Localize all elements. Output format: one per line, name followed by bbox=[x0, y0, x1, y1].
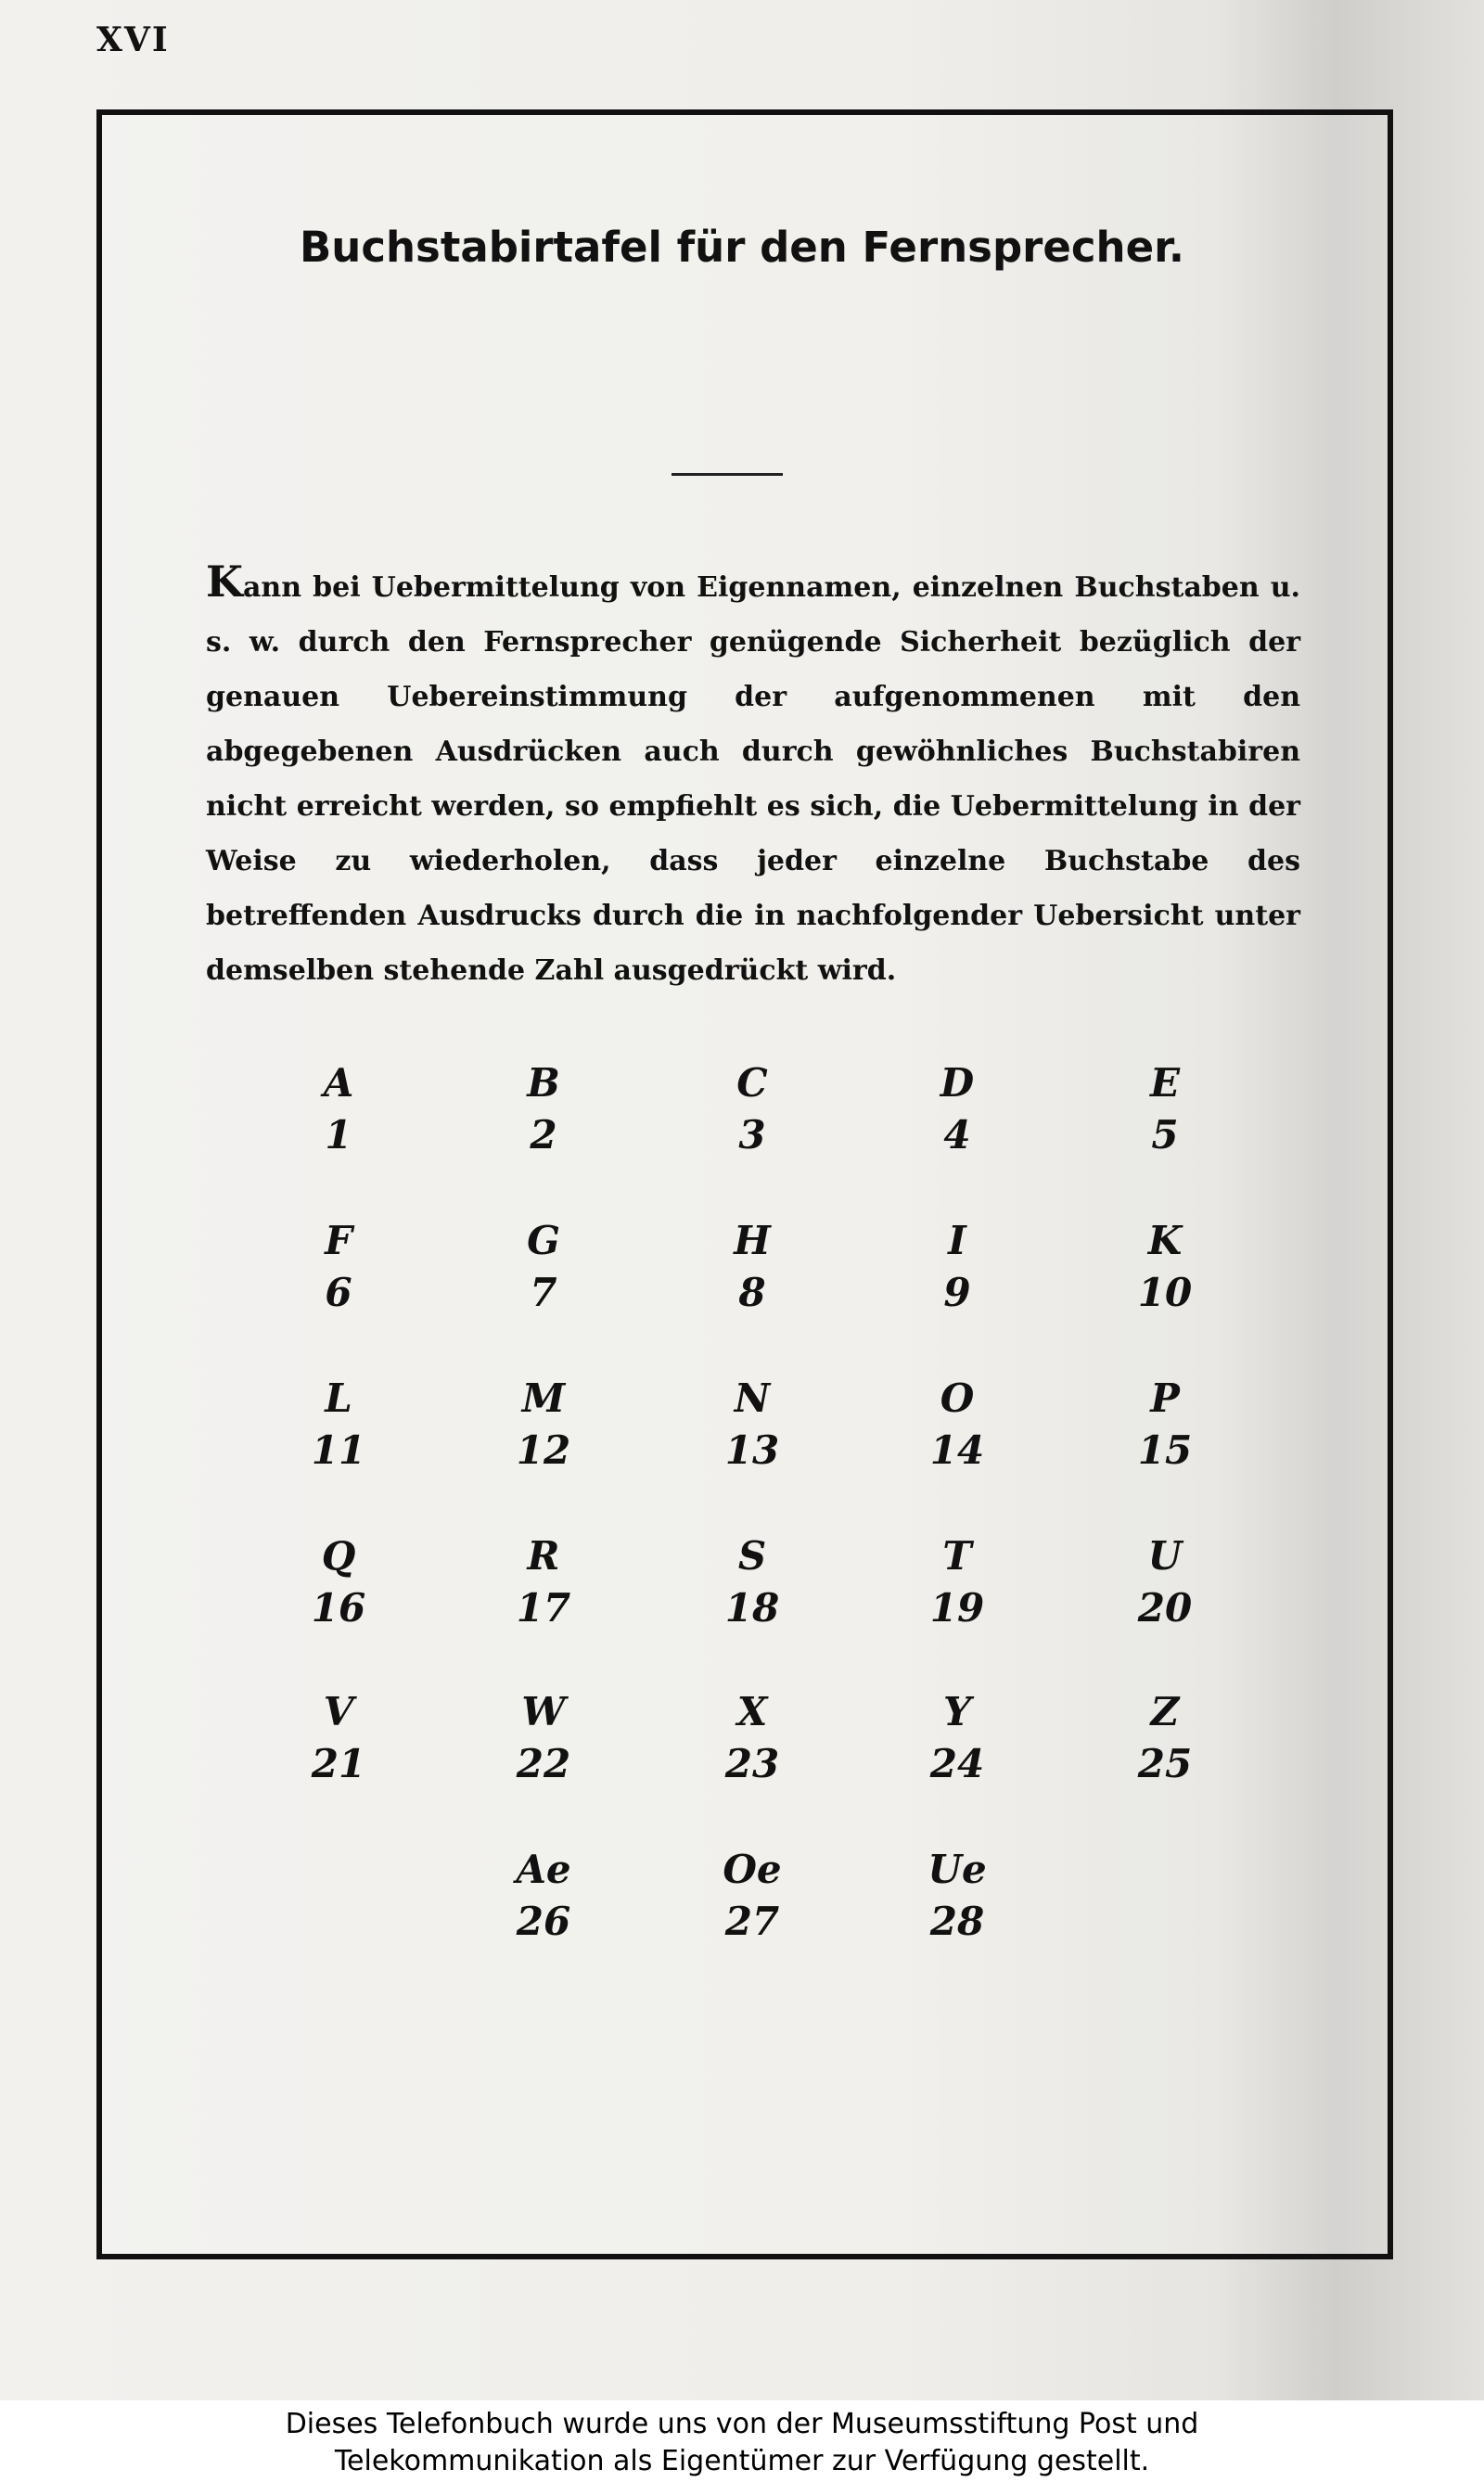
cell-number: 11 bbox=[311, 1427, 366, 1473]
cell-letter: I bbox=[948, 1218, 966, 1263]
cell-number: 28 bbox=[929, 1899, 985, 1944]
cell-letter: F bbox=[325, 1218, 352, 1263]
cell-letter: Y bbox=[943, 1689, 971, 1734]
cell-letter: V bbox=[323, 1689, 354, 1734]
cell-number: 7 bbox=[530, 1270, 557, 1315]
table-cell bbox=[687, 1373, 817, 1477]
cell-number: 23 bbox=[724, 1741, 780, 1786]
cell-number: 15 bbox=[1137, 1427, 1193, 1473]
cell-number: 10 bbox=[1137, 1270, 1193, 1315]
table-cell bbox=[1100, 1686, 1230, 1790]
table-cell bbox=[892, 1215, 1022, 1319]
cell-letter: K bbox=[1147, 1218, 1183, 1263]
cell-letter: C bbox=[736, 1060, 768, 1106]
table-cell bbox=[274, 1215, 403, 1319]
table-cell bbox=[274, 1530, 403, 1634]
table-cell bbox=[1100, 1530, 1230, 1634]
cell-number: 20 bbox=[1137, 1585, 1193, 1631]
cell-number: 19 bbox=[929, 1585, 985, 1631]
cell-number: 25 bbox=[1137, 1741, 1193, 1786]
cell-number: 17 bbox=[516, 1585, 571, 1631]
cell-letter: Ae bbox=[516, 1847, 571, 1892]
table-cell bbox=[479, 1057, 608, 1161]
table-cell bbox=[892, 1844, 1022, 1948]
table-cell bbox=[892, 1373, 1022, 1477]
table-cell bbox=[892, 1530, 1022, 1634]
intro-paragraph: Kann bei Uebermittelung von Eigennamen, einzelnen Buchstaben u. s. w. durch den Fernsprecher genügende Sicherheit bezüglich der genauen Uebereinstimmung der aufgenommenen mit den abgegebenen Ausdrücken auch durch gewöhnliches Buchstabiren nicht erreicht werden, so empfiehlt es sich, die Uebermittelung in der Weise zu wiederholen, dass jeder einzelne Buchstabe des betreffenden Ausdrucks durch die in nachfolgender Uebersicht unter demselben stehende Zahl ausgedrückt wird. bbox=[206, 557, 1300, 987]
footer-line-2: Telekommunikation als Eigentümer zur Verfügung gestellt. bbox=[334, 2445, 1150, 2477]
cell-letter: Ue bbox=[928, 1847, 987, 1892]
cell-number: 12 bbox=[516, 1427, 571, 1473]
cell-number: 1 bbox=[325, 1112, 352, 1158]
table-cell bbox=[1100, 1373, 1230, 1477]
table-cell bbox=[479, 1215, 608, 1319]
cell-letter: S bbox=[737, 1533, 767, 1579]
cell-letter: G bbox=[527, 1218, 560, 1263]
cell-letter: T bbox=[942, 1533, 972, 1579]
cell-letter: E bbox=[1149, 1060, 1180, 1106]
footer-line-1: Dieses Telefonbuch wurde uns von der Museumsstiftung Post und bbox=[285, 2408, 1199, 2440]
footer-note bbox=[0, 2400, 1484, 2482]
page-number: XVI bbox=[96, 20, 170, 59]
cell-number: 26 bbox=[516, 1899, 571, 1944]
table-cell bbox=[479, 1844, 608, 1948]
table-cell bbox=[479, 1373, 608, 1477]
table-cell bbox=[274, 1057, 403, 1161]
cell-number: 2 bbox=[530, 1112, 557, 1158]
cell-letter: N bbox=[734, 1375, 771, 1421]
cell-letter: O bbox=[940, 1375, 975, 1421]
table-cell bbox=[274, 1373, 403, 1477]
cell-letter: B bbox=[527, 1060, 560, 1106]
cell-letter: Z bbox=[1150, 1689, 1180, 1734]
cell-letter: R bbox=[527, 1533, 560, 1579]
table-cell bbox=[479, 1530, 608, 1634]
cell-letter: L bbox=[325, 1375, 352, 1421]
table-cell bbox=[687, 1686, 817, 1790]
table-cell bbox=[1100, 1215, 1230, 1319]
table-cell bbox=[479, 1686, 608, 1790]
cell-number: 14 bbox=[929, 1427, 985, 1473]
cell-number: 6 bbox=[325, 1270, 352, 1315]
cell-number: 18 bbox=[724, 1585, 780, 1631]
cell-letter: A bbox=[323, 1060, 354, 1106]
cell-number: 8 bbox=[738, 1270, 766, 1315]
cell-letter: W bbox=[521, 1689, 566, 1734]
table-cell bbox=[1100, 1057, 1230, 1161]
table-cell bbox=[892, 1686, 1022, 1790]
cell-letter: Q bbox=[321, 1533, 356, 1579]
table-cell bbox=[687, 1530, 817, 1634]
cell-number: 24 bbox=[929, 1741, 985, 1786]
cell-number: 16 bbox=[311, 1585, 366, 1631]
table-cell bbox=[687, 1844, 817, 1948]
cell-number: 22 bbox=[516, 1741, 571, 1786]
cell-letter: Oe bbox=[723, 1847, 782, 1892]
table-cell bbox=[274, 1686, 403, 1790]
cell-letter: M bbox=[521, 1375, 566, 1421]
cell-letter: H bbox=[734, 1218, 771, 1263]
cell-number: 4 bbox=[943, 1112, 971, 1158]
cell-number: 3 bbox=[738, 1112, 766, 1158]
cell-letter: P bbox=[1150, 1375, 1180, 1421]
cell-number: 13 bbox=[724, 1427, 780, 1473]
cell-letter: D bbox=[940, 1060, 975, 1106]
table-cell bbox=[687, 1215, 817, 1319]
cell-letter: U bbox=[1147, 1533, 1183, 1579]
table-cell bbox=[892, 1057, 1022, 1161]
cell-letter: X bbox=[736, 1689, 768, 1734]
cell-number: 5 bbox=[1151, 1112, 1179, 1158]
page-title: Buchstabirtafel für den Fernsprecher. bbox=[300, 223, 1184, 272]
cell-number: 21 bbox=[311, 1741, 366, 1786]
cell-number: 27 bbox=[724, 1899, 780, 1944]
cell-number: 9 bbox=[943, 1270, 971, 1315]
table-cell bbox=[687, 1057, 817, 1161]
